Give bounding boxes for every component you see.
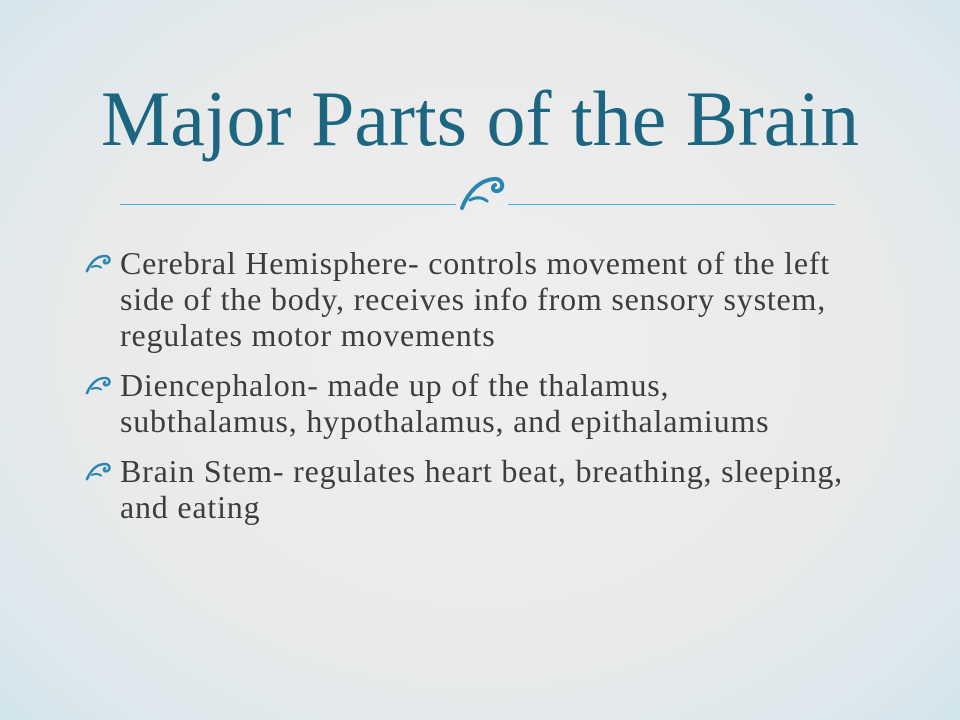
bullet-line: Brain Stem- regulates heart beat, breathing, sleeping, <box>120 453 843 489</box>
bullet-item-diencephalon <box>120 367 920 439</box>
bullet-line: regulates motor movements <box>120 317 496 353</box>
swirl-bullet-icon <box>84 460 112 482</box>
bullet-item-cerebral-hemisphere <box>120 245 920 353</box>
bullet-line: subthalamus, hypothalamus, and epithalamiums <box>120 403 770 439</box>
swirl-bullet-icon <box>84 252 112 274</box>
bullet-line: Diencephalon- made up of the thalamus, <box>120 367 670 403</box>
swirl-ornament-icon <box>456 170 508 214</box>
divider-line-right <box>508 204 835 205</box>
bullet-list <box>120 245 920 539</box>
divider-line-left <box>120 204 456 205</box>
bullet-line: side of the body, receives info from sensory system, <box>120 281 827 317</box>
swirl-bullet-icon <box>84 374 112 396</box>
bullet-line: Cerebral Hemisphere- controls movement of the left <box>120 245 830 281</box>
bullet-item-brain-stem <box>120 453 920 525</box>
bullet-line: and eating <box>120 489 261 525</box>
slide-title: Major Parts of the Brain <box>100 75 860 162</box>
